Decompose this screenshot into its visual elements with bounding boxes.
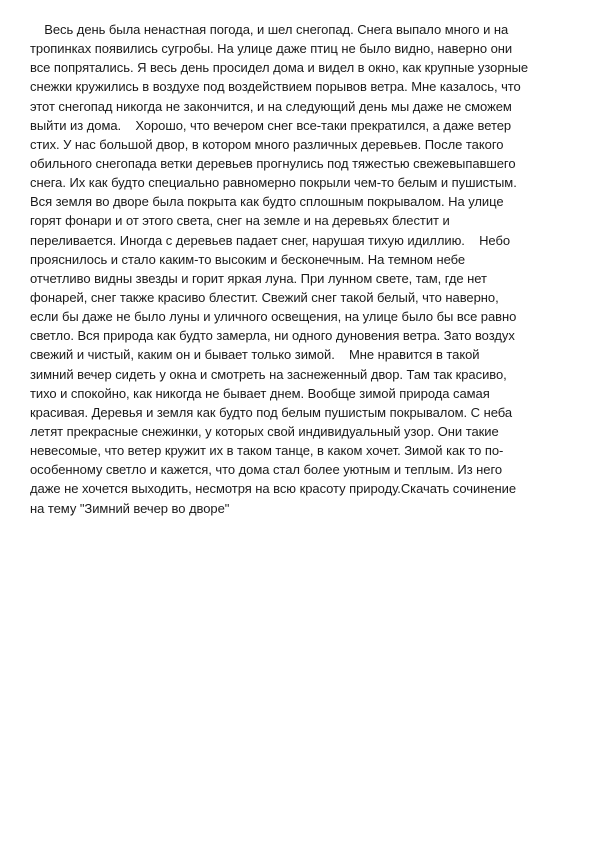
text-line: даже не хочется выходить, несмотря на всю красоту природу.Скачать сочинение [30,481,517,497]
text-line: если бы даже не было луны и уличного освещения, на улице было бы все равно [30,309,517,325]
text-line: летят прекрасные снежинки, у которых свой индивидуальный узор. Они такие [30,423,499,439]
text-line: красивая. Деревья и земля как будто под белым пушистым покрывалом. С неба [30,404,513,420]
text-line: снежки кружились в воздухе под воздействием порывов ветра. Мне казалось, что [30,79,521,95]
text-line: Весь день была ненастная погода, и шел снегопад. Снега выпало много и на [30,22,509,37]
text-line: обильного снегопада ветки деревьев прогнулись под тяжестью свежевыпавшего [30,155,516,171]
text-line: отчетливо видны звезды и горит яркая луна. При лунном свете, там, где нет [30,270,487,286]
text-line: особенному светло и кажется, что дома стал более уютным и теплым. Из него [30,462,503,478]
text-line: зимний вечер сидеть у окна и смотреть на заснеженный двор. Там так красиво, [30,366,507,382]
text-line: светло. Вся природа как будто замерла, ни одного дуновения ветра. Зато воздух [30,328,515,344]
text-line: переливается. Иногда с деревьев падает снег, нарушая тихую идиллию. Небо [30,232,511,248]
text-line: тихо и спокойно, как никогда не бывает днем. Вообще зимой природа самая [30,385,490,401]
text-line: этот снегопад никогда не закончится, и на следующий день мы даже не сможем [30,98,512,114]
text-line: все попрятались. Я весь день просидел дома и видел в окно, как крупные узорные [30,60,529,76]
text-line: стих. У нас большой двор, в котором много различных деревьев. После такого [30,136,504,152]
text-line: невесомые, что ветер кружит их в таком танце, в каком хочет. Зимой как то по- [30,443,504,459]
text-line: выйти из дома. Хорошо, что вечером снег все-таки прекратился, а даже ветер [30,117,512,133]
text-line: свежий и чистый, каким он и бывает только зимой. Мне нравится в такой [30,347,480,363]
text-line: прояснилось и стало каким-то высоким и бесконечным. На темном небе [30,251,466,267]
essay-text [30,20,575,518]
text-line: тропинках появились сугробы. На улице даже птиц не было видно, наверно они [30,41,513,57]
text-line: на тему "Зимний вечер во дворе" [30,500,230,516]
text-line: снега. Их как будто специально равномерно покрыли чем-то белым и пушистым. [30,175,517,191]
text-line: горят фонари и от этого света, снег на земле и на деревьях блестит и [30,213,450,229]
text-line: Вся земля во дворе была покрыта как будто сплошным покрывалом. На улице [30,194,504,210]
text-line: фонарей, снег также красиво блестит. Свежий снег такой белый, что наверно, [30,289,499,305]
